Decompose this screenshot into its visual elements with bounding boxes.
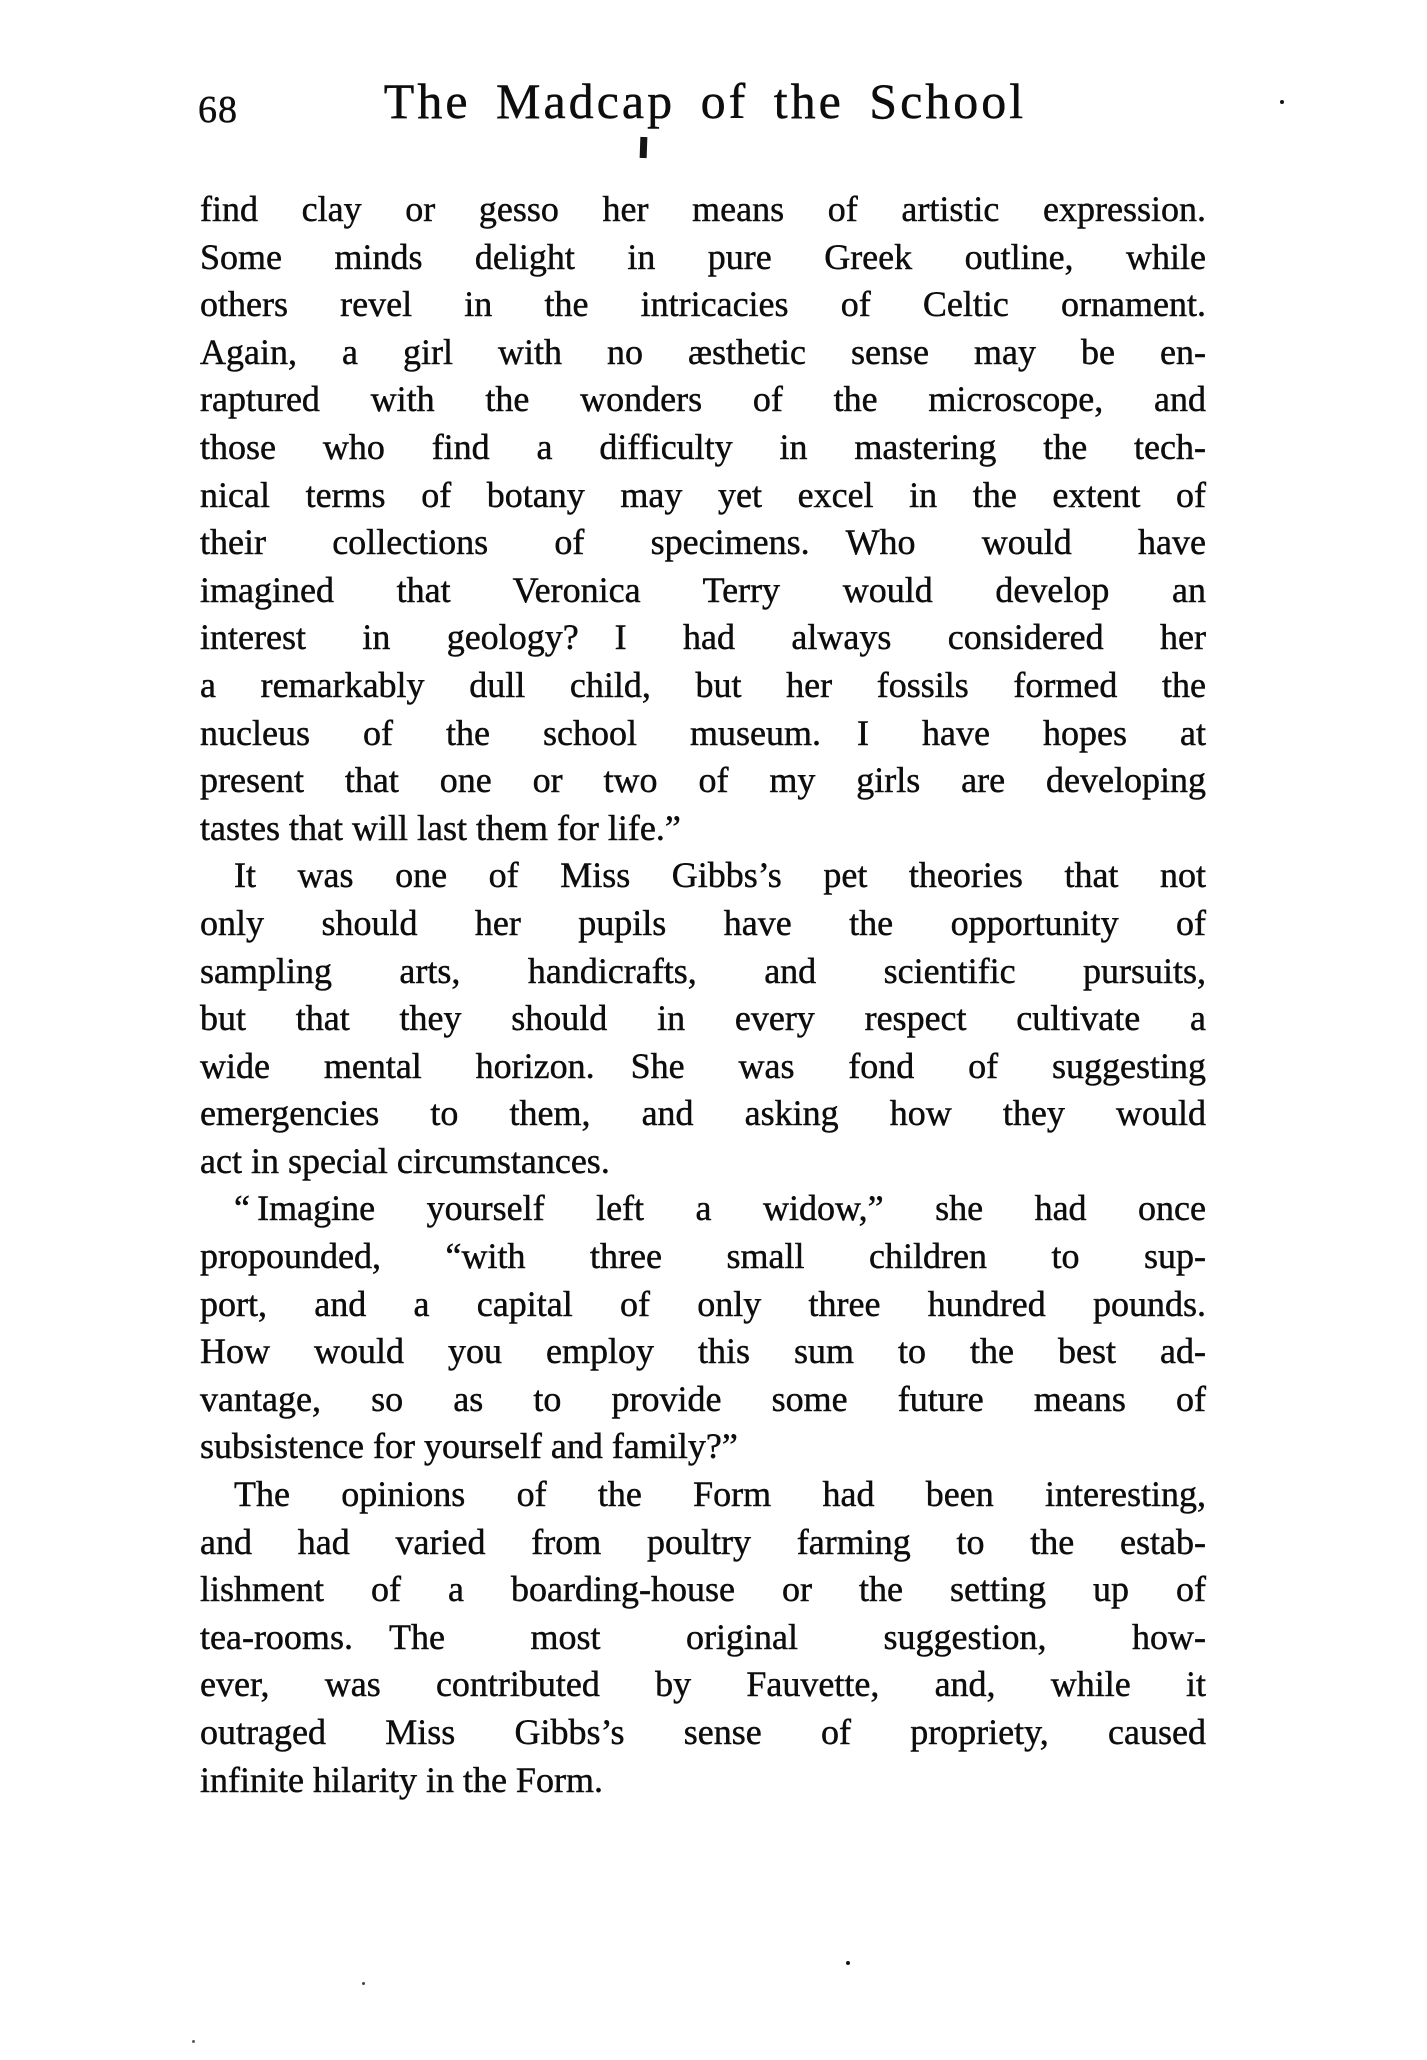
text-line: Some minds delight in pure Greek outline, while [200, 236, 1206, 277]
text-line: infinite hilarity in the Form. [200, 1759, 603, 1800]
text-line: their collections of specimens. Who would have [200, 522, 1206, 563]
paragraph [200, 1471, 1206, 1804]
text-line: ever, was contributed by Fauvette, and, while it [200, 1664, 1206, 1705]
text-line: nical terms of botany may yet excel in the extent of [200, 474, 1206, 515]
text-line: tastes that will last them for life.” [200, 807, 681, 848]
text-line: those who find a difficulty in mastering the tech- [200, 426, 1206, 467]
text-line: How would you employ this sum to the best ad- [200, 1331, 1206, 1372]
paragraph [200, 186, 1206, 852]
paragraph [200, 1185, 1206, 1471]
text-line: interest in geology? I had always considered her [200, 617, 1206, 658]
text-line: but that they should in every respect cultivate a [200, 998, 1206, 1039]
page-title: The Madcap of the School [383, 73, 1027, 129]
text-line: lishment of a boarding-house or the setting up of [200, 1569, 1206, 1610]
text-line: “ Imagine yourself left a widow,” she had once [234, 1188, 1206, 1229]
text-line: find clay or gesso her means of artistic expression. [200, 189, 1206, 229]
text-line: port, and a capital of only three hundred pounds. [200, 1283, 1206, 1324]
text-line: emergencies to them, and asking how they would [200, 1093, 1206, 1134]
text-line: The opinions of the Form had been interesting, [234, 1474, 1206, 1515]
scan-speck [1280, 100, 1284, 104]
text-line: wide mental horizon. She was fond of suggesting [200, 1045, 1206, 1086]
text-line: others revel in the intricacies of Celtic ornament. [200, 284, 1206, 325]
scan-speck [362, 1982, 365, 1985]
scan-speck [846, 1961, 850, 1965]
scan-artifact [640, 137, 648, 158]
paragraph [200, 852, 1206, 1185]
text-line: sampling arts, handicrafts, and scientific pursuits, [200, 950, 1206, 991]
page-number: 68 [198, 89, 238, 131]
text-line: present that one or two of my girls are developing [200, 760, 1206, 801]
text-line: Again, a girl with no æsthetic sense may be en- [200, 331, 1206, 372]
text-line: tea-rooms. The most original suggestion, how- [200, 1616, 1206, 1657]
text-line: subsistence for yourself and family?” [200, 1426, 738, 1467]
text-line: vantage, so as to provide some future means of [200, 1378, 1206, 1419]
text-line: raptured with the wonders of the microscope, and [200, 379, 1206, 420]
page-body [200, 186, 1206, 1804]
text-line: It was one of Miss Gibbs’s pet theories that not [234, 855, 1206, 896]
text-line: imagined that Veronica Terry would develop an [200, 569, 1206, 610]
text-line: only should her pupils have the opportunity of [200, 902, 1206, 943]
scan-speck [192, 2040, 195, 2043]
text-line: act in special circumstances. [200, 1140, 610, 1181]
text-line: outraged Miss Gibbs’s sense of propriety, caused [200, 1712, 1206, 1752]
text-line: propounded, “with three small children to sup- [200, 1236, 1206, 1277]
page-header [0, 0, 1427, 150]
text-line: nucleus of the school museum. I have hopes at [200, 712, 1206, 753]
text-line: a remarkably dull child, but her fossils formed the [200, 664, 1206, 705]
text-line: and had varied from poultry farming to the estab- [200, 1521, 1206, 1562]
